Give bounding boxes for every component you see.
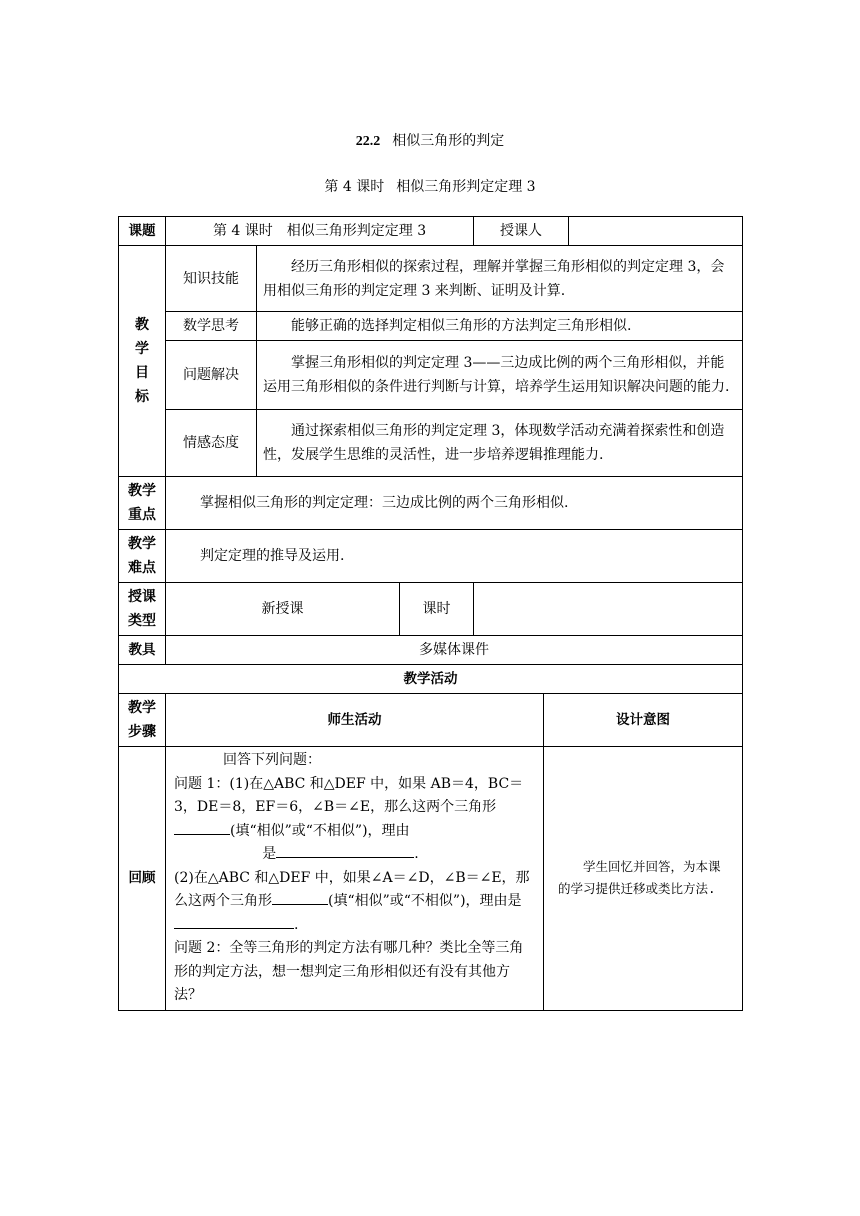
goal-row-knowledge	[119, 246, 743, 312]
question-1-reason: 是 .	[174, 843, 535, 867]
tools-label: 教具	[119, 636, 166, 665]
review-design-intent: 学生回忆并回答，为本课的学习提供迁移或类比方法.	[544, 747, 743, 1011]
lesson-plan-table	[118, 216, 743, 1011]
design-intent-header: 设计意图	[544, 694, 743, 747]
activity-header-row	[119, 665, 743, 694]
reason-blank	[174, 914, 294, 929]
reason-blank	[276, 843, 414, 858]
topic-value: 第 4 课时 相似三角形判定定理 3	[166, 217, 474, 246]
goal-name: 知识技能	[166, 246, 257, 312]
hours-value	[474, 583, 743, 636]
goal-name: 问题解决	[166, 341, 257, 410]
section-title: 相似三角形的判定	[392, 133, 505, 149]
goal-row-problem	[119, 341, 743, 410]
key-point-label: 教学 重点	[119, 477, 166, 530]
difficulty-text: 判定定理的推导及运用.	[166, 530, 743, 583]
activity-header: 教学活动	[119, 665, 743, 694]
question-1-part-2: (2)在△ABC 和△DEF 中，如果∠A＝∠D，∠B＝∠E，那么这两个三角形 (填“相似”或“不相似”)，理由是.	[174, 869, 530, 933]
answer-blank	[272, 890, 328, 905]
topic-row	[119, 217, 743, 246]
difficulty-label: 教学 难点	[119, 530, 166, 583]
review-step-label: 回顾	[119, 747, 166, 1011]
goal-text: 通过探索相似三角形的判定定理 3，体现数学活动充满着探索性和创造性，发展学生思维的灵活性，进一步培养逻辑推理能力.	[257, 410, 743, 477]
review-intro: 回答下列问题：	[223, 752, 321, 768]
answer-blank	[174, 820, 230, 835]
type-row	[119, 583, 743, 636]
review-activity	[166, 747, 544, 1011]
goal-row-attitude	[119, 410, 743, 477]
goal-text: 能够正确的选择判定相似三角形的方法判定三角形相似.	[257, 312, 743, 341]
hours-label: 课时	[400, 583, 474, 636]
lesson-topic: 相似三角形判定定理 3	[396, 179, 536, 195]
steps-header-row	[119, 694, 743, 747]
teacher-activity-header: 师生活动	[166, 694, 544, 747]
type-label: 授课 类型	[119, 583, 166, 636]
difficulty-row	[119, 530, 743, 583]
section-number: 22.2	[355, 134, 381, 149]
review-row	[119, 747, 743, 1011]
question-2: 问题 2：全等三角形的判定方法有哪几种？类比全等三角形的判定方法，想一想判定三角形相似还有没有其他方法？	[174, 940, 524, 1003]
lesson-number: 第 4 课时	[324, 179, 385, 195]
topic-label: 课题	[119, 217, 166, 246]
goals-label: 教 学 目 标	[119, 246, 166, 477]
goal-text: 经历三角形相似的探索过程，理解并掌握三角形相似的判定定理 3，会用相似三角形的判定定理 3 来判断、证明及计算.	[257, 246, 743, 312]
steps-label: 教学 步骤	[119, 694, 166, 747]
goal-text: 掌握三角形相似的判定定理 3——三边成比例的两个三角形相似，并能运用三角形相似的条件进行判断与计算，培养学生运用知识解决问题的能力.	[257, 341, 743, 410]
goal-name: 情感态度	[166, 410, 257, 477]
key-point-row	[119, 477, 743, 530]
question-1: 问题 1：(1)在△ABC 和△DEF 中，如果 AB＝4，BC＝3，DE＝8，EF＝6，∠B＝∠E，那么这两个三角形(填“相似”或“不相似”)，理由	[174, 775, 524, 839]
goal-name: 数学思考	[166, 312, 257, 341]
goal-row-thinking	[119, 312, 743, 341]
key-point-text: 掌握相似三角形的判定定理：三边成比例的两个三角形相似.	[166, 477, 743, 530]
type-value: 新授课	[166, 583, 400, 636]
document-title	[0, 130, 860, 150]
teacher-label: 授课人	[474, 217, 569, 246]
teacher-value	[569, 217, 743, 246]
tools-value: 多媒体课件	[166, 636, 743, 665]
tools-row	[119, 636, 743, 665]
document-subtitle	[0, 176, 860, 196]
